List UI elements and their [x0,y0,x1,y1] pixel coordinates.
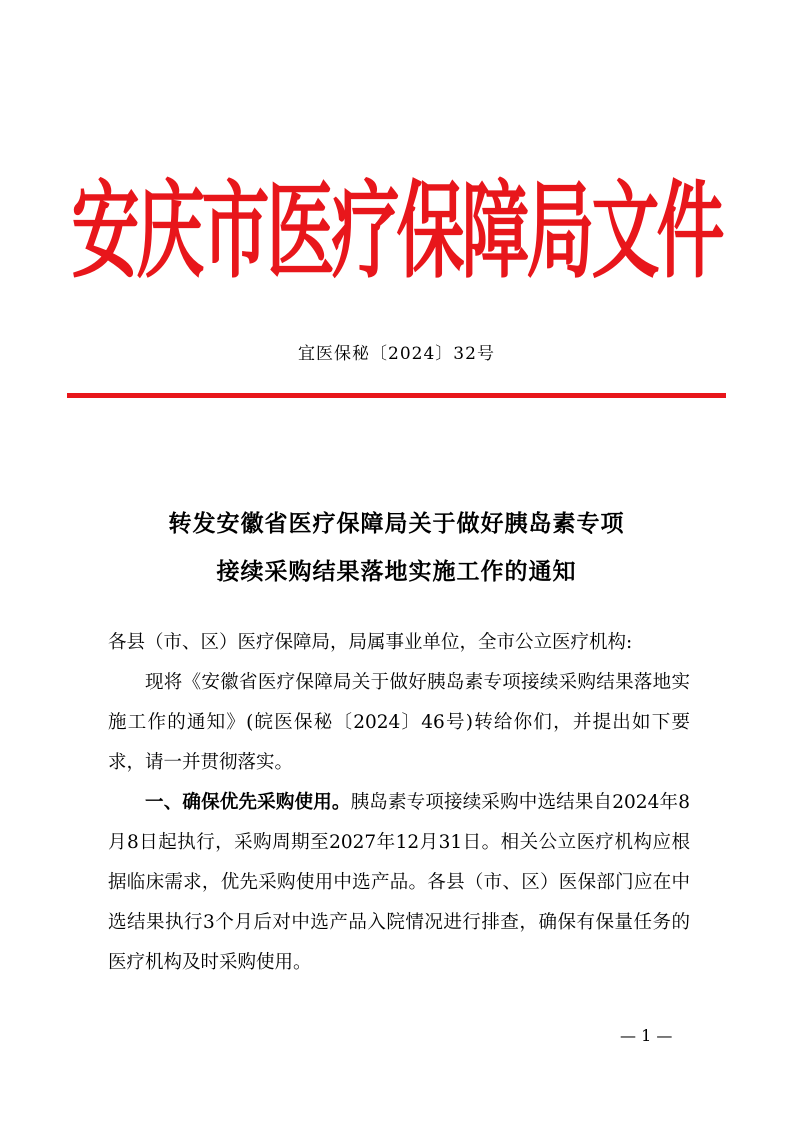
page-number: — 1 — [620,1026,673,1045]
notice-title-line-2: 接续采购结果落地实施工作的通知 [216,558,577,585]
section-1-text: 胰岛素专项接续采购中选结果自2024年8月8日起执行，采购周期至2027年12月31日。相关公立医疗机构应根据临床需求，优先采购使用中选产品。各县（市、区）医保部门应在中选结果执行3个月后对中选产品入院情况进行排查，确保有保量任务的医疗机构及时采购使用。 [108,792,690,973]
salutation: 各县（市、区）医疗保障局，局属事业单位，全市公立医疗机构: [108,632,633,653]
intro-paragraph: 现将《安徽省医疗保障局关于做好胰岛素专项接续采购结果落地实施工作的通知》(皖医保秘〔2024〕46号)转给你们，并提出如下要求，请一并贯彻落实。 [108,672,690,773]
notice-title [60,500,733,596]
masthead-title: 安庆市医疗保障局文件 [71,170,722,294]
notice-title-line-1: 转发安徽省医疗保障局关于做好胰岛素专项 [168,510,625,537]
document-body [108,623,690,983]
document-number: 宜医保秘〔2024〕32号 [298,344,495,364]
section-1-paragraph [108,783,690,983]
section-1-heading: 一、确保优先采购使用。 [145,792,351,813]
red-divider-line [67,393,726,398]
